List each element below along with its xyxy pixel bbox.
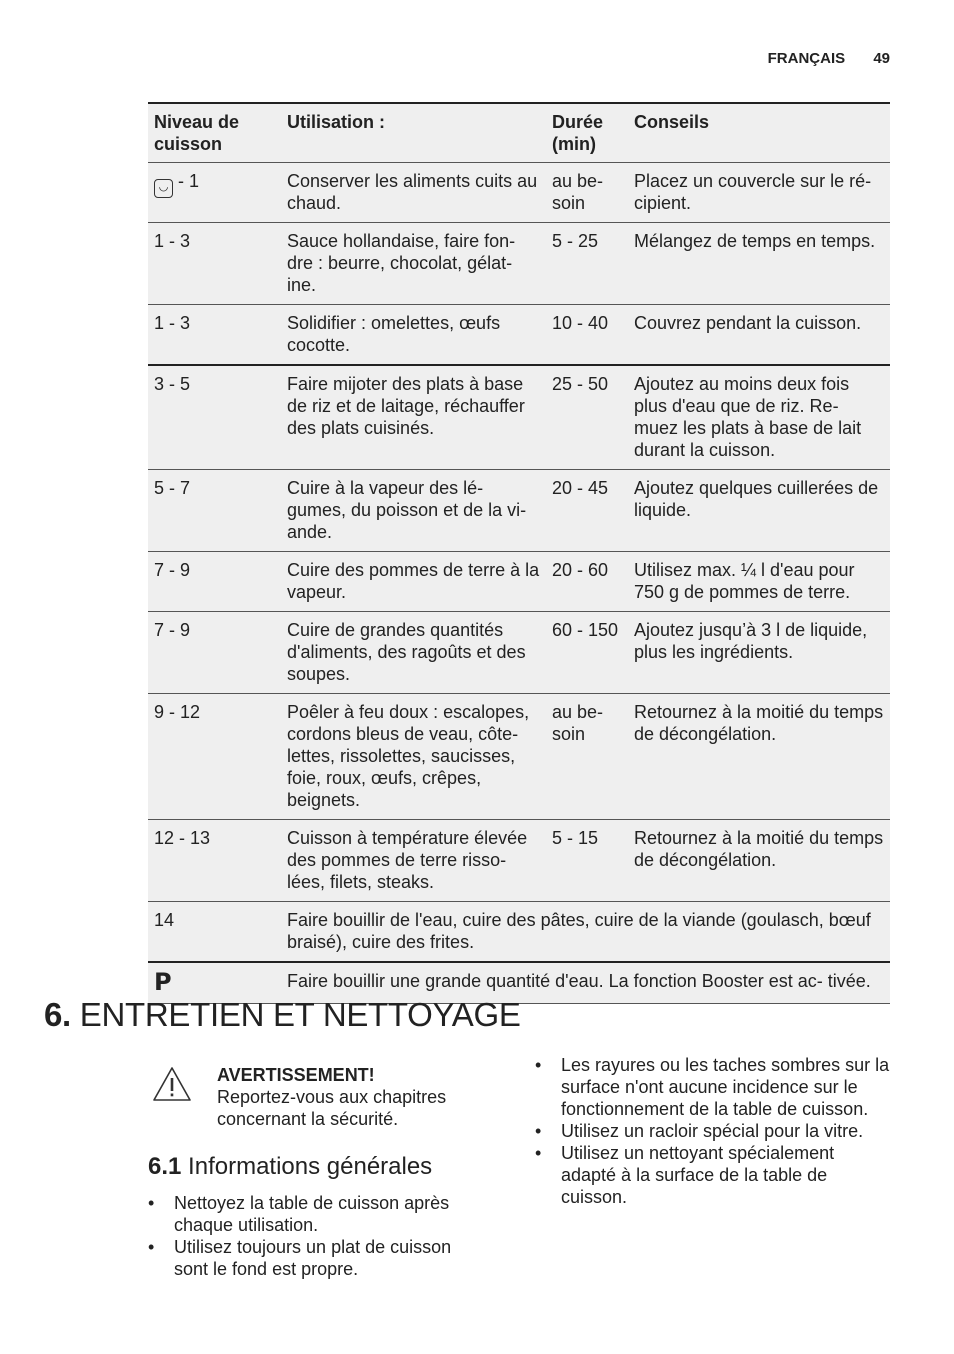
tips-cell: Ajoutez au moins deux fois plus d'eau que de riz. Re- muez les plats à base de lait durant la cuisson. [628, 365, 890, 470]
use-cell: Conserver les aliments cuits au chaud. [281, 163, 546, 223]
level-cell: 12 - 13 [148, 820, 281, 902]
level-cell: 14 [148, 902, 281, 963]
page-number: 49 [873, 50, 890, 67]
level-cell: 1 - 3 [148, 305, 281, 366]
subsection-title [148, 1153, 432, 1181]
use-cell: Cuire à la vapeur des lé- gumes, du poisson et de la vi- ande. [281, 470, 546, 552]
level-cell: 7 - 9 [148, 552, 281, 612]
page-header [768, 50, 890, 67]
table-row [148, 223, 890, 305]
level-cell: 3 - 5 [148, 365, 281, 470]
right-bullet-list [535, 1054, 890, 1208]
warning-title: AVERTISSEMENT! [217, 1065, 375, 1085]
tips-cell: Ajoutez jusqu’à 3 l de liquide, plus les ingrédients. [628, 612, 890, 694]
duration-cell: 60 - 150 [546, 612, 628, 694]
level-cell: 9 - 12 [148, 694, 281, 820]
table-row [148, 902, 890, 963]
tips-cell: Couvrez pendant la cuisson. [628, 305, 890, 366]
section-title-text: ENTRETIEN ET NETTOYAGE [79, 996, 521, 1033]
table-row [148, 470, 890, 552]
use-cell: Poêler à feu doux : escalopes, cordons bleus de veau, côte- lettes, rissolettes, saucisses, foie, roux, œufs, crêpes, beignets. [281, 694, 546, 820]
level-cell: 1 - 3 [148, 223, 281, 305]
tips-cell: Ajoutez quelques cuillerées de liquide. [628, 470, 890, 552]
use-cell: Solidifier : omelettes, œufs cocotte. [281, 305, 546, 366]
tips-cell: Retournez à la moitié du temps de décongélation. [628, 694, 890, 820]
warning-text: Reportez-vous aux chapitres concernant la sécurité. [217, 1087, 447, 1129]
list-item: • Utilisez un racloir spécial pour la vitre. [535, 1120, 890, 1142]
table-row [148, 163, 890, 223]
section-number: 6. [44, 996, 71, 1033]
use-cell: Sauce hollandaise, faire fon- dre : beurre, chocolat, gélat- ine. [281, 223, 546, 305]
table-header-row [148, 103, 890, 163]
tips-cell: Utilisez max. ¼ l d'eau pour 750 g de pommes de terre. [628, 552, 890, 612]
duration-cell: 20 - 60 [546, 552, 628, 612]
keep-warm-icon: ◡ [154, 179, 173, 198]
list-item: • Utilisez toujours un plat de cuisson sont le fond est propre. [148, 1236, 488, 1280]
warning-box [150, 1064, 490, 1130]
warning-triangle-icon [152, 1066, 192, 1102]
table-row [148, 305, 890, 366]
use-cell: Cuisson à température élevée des pommes de terre risso- lées, filets, steaks. [281, 820, 546, 902]
column-header-tips: Conseils [628, 103, 890, 163]
column-header-duration: Durée (min) [546, 103, 628, 163]
list-item: • Nettoyez la table de cuisson après chaque utilisation. [148, 1192, 488, 1236]
duration-cell: 20 - 45 [546, 470, 628, 552]
duration-cell: au be- soin [546, 694, 628, 820]
use-cell: Faire mijoter des plats à base de riz et de laitage, réchauffer des plats cuisinés. [281, 365, 546, 470]
level-cell: 5 - 7 [148, 470, 281, 552]
list-item: • Utilisez un nettoyant spécialement adapté à la surface de la table de cuisson. [535, 1142, 890, 1208]
column-header-use: Utilisation : [281, 103, 546, 163]
power-booster-icon: P [154, 968, 172, 996]
subsection-title-text: Informations générales [188, 1153, 433, 1180]
language-label: FRANÇAIS [767, 50, 846, 67]
left-bullet-list [148, 1192, 488, 1280]
table-row [148, 694, 890, 820]
duration-cell: 5 - 15 [546, 820, 628, 902]
tips-cell: Mélangez de temps en temps. [628, 223, 890, 305]
duration-cell: au be- soin [546, 163, 628, 223]
column-header-level: Niveau de cuisson [148, 103, 281, 163]
use-cell: Cuire de grandes quantités d'aliments, des ragoûts et des soupes. [281, 612, 546, 694]
use-cell: Faire bouillir de l'eau, cuire des pâtes, cuire de la viande (goulasch, bœuf braisé), cuire des frites. [281, 902, 890, 963]
level-text: - 1 [178, 171, 200, 191]
duration-cell: 25 - 50 [546, 365, 628, 470]
table-row [148, 612, 890, 694]
cooking-levels-table [148, 102, 890, 1004]
table-row [148, 820, 890, 902]
use-cell: Faire bouillir une grande quantité d'eau. La fonction Booster est ac- tivée. [281, 962, 890, 1004]
list-item: • Les rayures ou les taches sombres sur la surface n'ont aucune incidence sur le fonctionnement de la table de cuisson. [535, 1054, 890, 1120]
tips-cell: Placez un couvercle sur le ré- cipient. [628, 163, 890, 223]
duration-cell: 5 - 25 [546, 223, 628, 305]
duration-cell: 10 - 40 [546, 305, 628, 366]
table-row [148, 365, 890, 470]
section-title [44, 996, 521, 1034]
level-cell [148, 163, 281, 223]
level-cell: 7 - 9 [148, 612, 281, 694]
subsection-number: 6.1 [148, 1153, 182, 1180]
table-row [148, 552, 890, 612]
tips-cell: Retournez à la moitié du temps de décongélation. [628, 820, 890, 902]
use-cell: Cuire des pommes de terre à la vapeur. [281, 552, 546, 612]
